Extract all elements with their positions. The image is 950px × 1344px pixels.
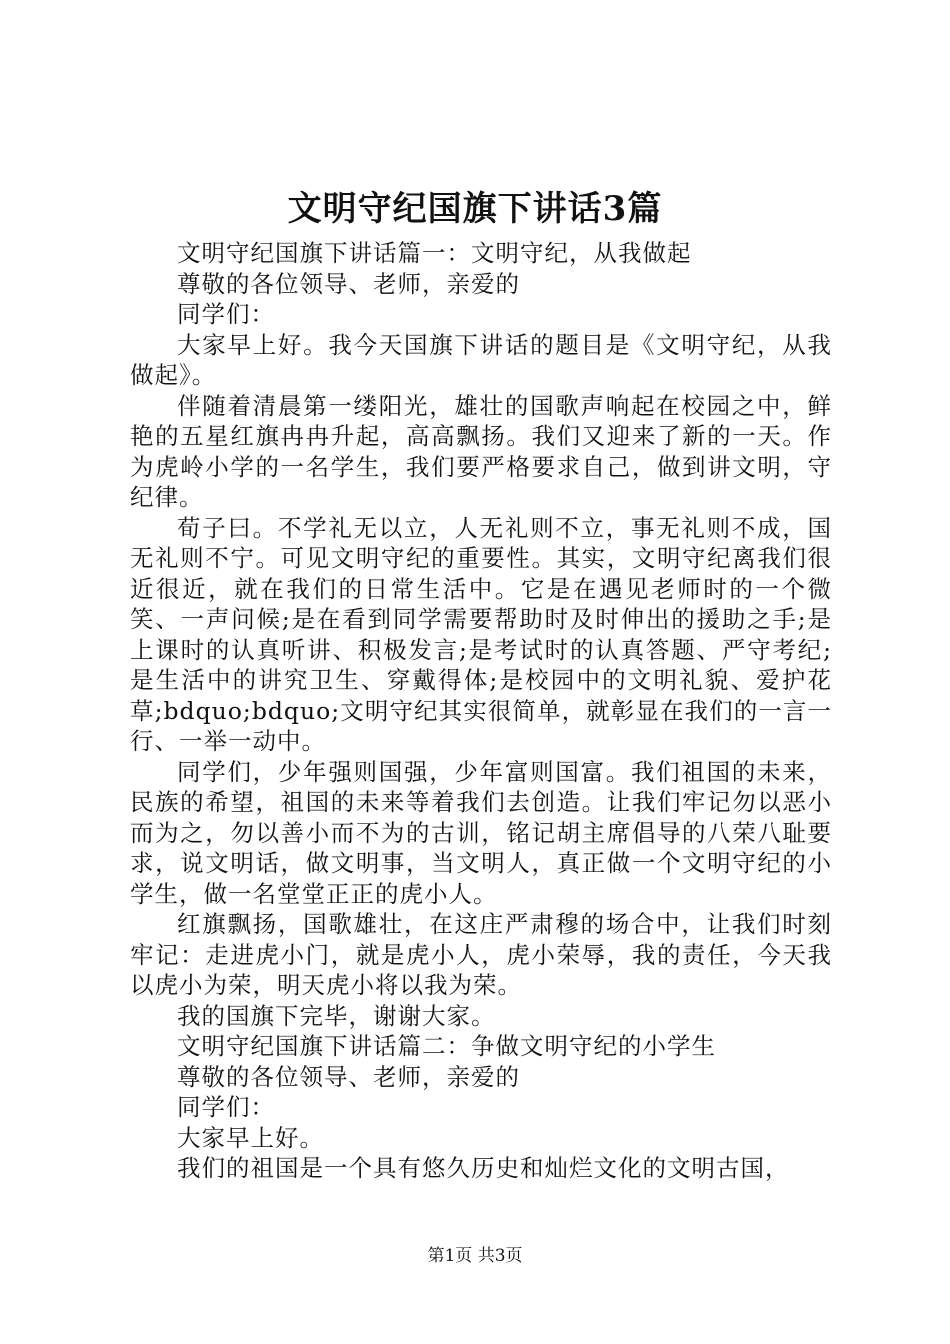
paragraph: 文明守纪国旗下讲话篇二：争做文明守纪的小学生 [177, 1032, 716, 1060]
page-footer: 第1页 共3页 [427, 1246, 523, 1266]
paragraph: 文明守纪国旗下讲话篇一：文明守纪，从我做起 [177, 239, 692, 267]
paragraph: 大家早上好。我今天国旗下讲话的题目是《文明守纪，从我做起》。 [130, 330, 832, 389]
paragraph: 我的国旗下完毕，谢谢大家。 [177, 1001, 496, 1030]
paragraph: 尊敬的各位领导、老师，亲爱的 [177, 1062, 520, 1091]
paragraph: 我们的祖国是一个具有悠久历史和灿烂文化的文明古国， [177, 1154, 790, 1182]
paragraph: 同学们： [177, 300, 275, 328]
paragraph: 荀子曰。不学礼无以立，人无礼则不立，事无礼则不成，国无礼则不宁。可见文明守纪的重要性。其实，文明守纪离我们很近很近，就在我们的日常生活中。它是在遇见老师时的一个微笑、一声问候;是在看到同学需要帮助时及时伸出的援助之手;是上课时的认真听讲、积极发言;是考试时的认真答题、严守考纪;是生活中的讲究卫生、穿戴得体;是校园中的文明礼貌、爱护花草;bdquo;bdquo;文明守纪其实很简单，就彰显在我们的一言一行、一举一动中。 [130, 513, 832, 755]
document-title: 文明守纪国旗下讲话3篇 [287, 189, 663, 229]
paragraph: 同学们： [177, 1093, 275, 1121]
paragraph: 伴随着清晨第一缕阳光，雄壮的国歌声响起在校园之中，鲜艳的五星红旗冉冉升起，高高飘扬。我们又迎来了新的一天。作为虎岭小学的一名学生，我们要严格要求自己，做到讲文明，守纪律。 [130, 391, 832, 511]
document-body [130, 238, 832, 1184]
paragraph: 尊敬的各位领导、老师，亲爱的 [177, 269, 520, 298]
paragraph: 同学们，少年强则国强，少年富则国富。我们祖国的未来，民族的希望，祖国的未来等着我们去创造。让我们牢记勿以恶小而为之，勿以善小而不为的古训，铭记胡主席倡导的八荣八耻要求，说文明话，做文明事，当文明人，真正做一个文明守纪的小学生，做一名堂堂正正的虎小人。 [130, 757, 832, 908]
paragraph: 大家早上好。 [177, 1123, 324, 1152]
paragraph: 红旗飘扬，国歌雄壮，在这庄严肃穆的场合中，让我们时刻牢记：走进虎小门，就是虎小人，虎小荣辱，我的责任，今天我以虎小为荣，明天虎小将以我为荣。 [130, 910, 832, 999]
